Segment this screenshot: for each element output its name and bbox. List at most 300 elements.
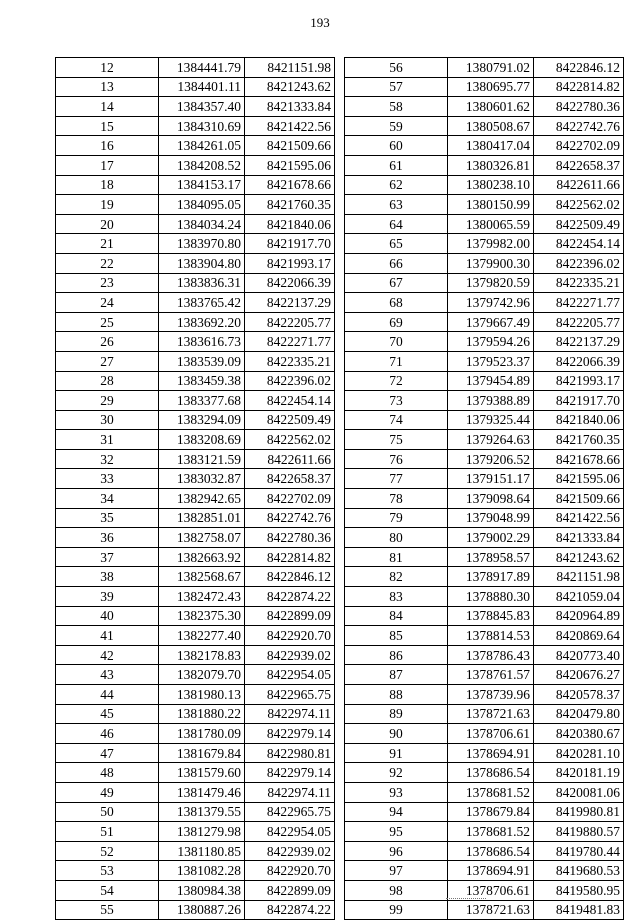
x-coordinate-cell: 1382851.01 [159,508,245,528]
x-coordinate-cell: 1378721.63 [448,704,534,724]
table-row [345,332,624,352]
x-coordinate-cell: 1378814.53 [448,626,534,646]
y-coordinate-cell: 8422562.02 [534,195,624,215]
table-row [56,391,335,411]
x-coordinate-cell: 1382178.83 [159,645,245,665]
table-row [345,195,624,215]
table-row [56,293,335,313]
point-number-cell: 75 [345,430,448,450]
x-coordinate-cell: 1378686.54 [448,841,534,861]
point-number-cell: 68 [345,293,448,313]
point-number-cell: 49 [56,782,159,802]
y-coordinate-cell: 8422965.75 [245,685,335,705]
y-coordinate-cell: 8422874.22 [245,900,335,920]
point-number-cell: 64 [345,214,448,234]
y-coordinate-cell: 8419580.95 [534,880,624,900]
point-number-cell: 48 [56,763,159,783]
x-coordinate-cell: 1380984.38 [159,880,245,900]
x-coordinate-cell: 1383539.09 [159,351,245,371]
y-coordinate-cell: 8421422.56 [245,116,335,136]
table-row [56,861,335,881]
x-coordinate-cell: 1379388.89 [448,391,534,411]
point-number-cell: 65 [345,234,448,254]
table-row [345,97,624,117]
x-coordinate-cell: 1383765.42 [159,293,245,313]
table-row [345,587,624,607]
x-coordinate-cell: 1378686.54 [448,763,534,783]
table-row [56,606,335,626]
y-coordinate-cell: 8422742.76 [534,116,624,136]
point-number-cell: 19 [56,195,159,215]
x-coordinate-cell: 1382568.67 [159,567,245,587]
point-number-cell: 66 [345,253,448,273]
x-coordinate-cell: 1383121.59 [159,449,245,469]
point-number-cell: 57 [345,77,448,97]
table-row [345,351,624,371]
table-row [56,528,335,548]
x-coordinate-cell: 1378706.61 [448,724,534,744]
y-coordinate-cell: 8422965.75 [245,802,335,822]
table-row [56,665,335,685]
point-number-cell: 63 [345,195,448,215]
table-row [345,724,624,744]
table-row [345,312,624,332]
y-coordinate-cell: 8419980.81 [534,802,624,822]
point-number-cell: 31 [56,430,159,450]
y-coordinate-cell: 8422920.70 [245,861,335,881]
point-number-cell: 78 [345,489,448,509]
point-number-cell: 24 [56,293,159,313]
y-coordinate-cell: 8422066.39 [534,351,624,371]
point-number-cell: 84 [345,606,448,626]
x-coordinate-cell: 1382375.30 [159,606,245,626]
point-number-cell: 45 [56,704,159,724]
table-row [56,704,335,724]
point-number-cell: 29 [56,391,159,411]
table-row [56,351,335,371]
x-coordinate-cell: 1378694.91 [448,743,534,763]
table-row [345,802,624,822]
y-coordinate-cell: 8422658.37 [245,469,335,489]
x-coordinate-cell: 1379667.49 [448,312,534,332]
point-number-cell: 25 [56,312,159,332]
x-coordinate-cell: 1381679.84 [159,743,245,763]
x-coordinate-cell: 1380065.59 [448,214,534,234]
x-coordinate-cell: 1379900.30 [448,253,534,273]
point-number-cell: 79 [345,508,448,528]
table-row [56,763,335,783]
coordinates-table-left [55,57,335,920]
table-row [56,802,335,822]
table-row [56,449,335,469]
table-row [345,489,624,509]
table-row [56,900,335,920]
y-coordinate-cell: 8421917.70 [245,234,335,254]
y-coordinate-cell: 8422939.02 [245,645,335,665]
y-coordinate-cell: 8422954.05 [245,822,335,842]
point-number-cell: 46 [56,724,159,744]
y-coordinate-cell: 8422702.09 [534,136,624,156]
y-coordinate-cell: 8421059.04 [534,587,624,607]
x-coordinate-cell: 1383459.38 [159,371,245,391]
x-coordinate-cell: 1384441.79 [159,58,245,78]
table-row [345,567,624,587]
x-coordinate-cell: 1382942.65 [159,489,245,509]
y-coordinate-cell: 8422846.12 [245,567,335,587]
x-coordinate-cell: 1382758.07 [159,528,245,548]
x-coordinate-cell: 1384310.69 [159,116,245,136]
x-coordinate-cell: 1381082.28 [159,861,245,881]
x-coordinate-cell: 1381980.13 [159,685,245,705]
table-row [56,136,335,156]
x-coordinate-cell: 1378958.57 [448,547,534,567]
y-coordinate-cell: 8422271.77 [534,293,624,313]
x-coordinate-cell: 1384153.17 [159,175,245,195]
y-coordinate-cell: 8422702.09 [245,489,335,509]
point-number-cell: 90 [345,724,448,744]
table-row [345,449,624,469]
x-coordinate-cell: 1378694.91 [448,861,534,881]
point-number-cell: 27 [56,351,159,371]
y-coordinate-cell: 8421840.06 [245,214,335,234]
x-coordinate-cell: 1383616.73 [159,332,245,352]
point-number-cell: 52 [56,841,159,861]
table-row [345,469,624,489]
table-row [345,685,624,705]
point-number-cell: 51 [56,822,159,842]
y-coordinate-cell: 8421422.56 [534,508,624,528]
y-coordinate-cell: 8421678.66 [534,449,624,469]
y-coordinate-cell: 8422271.77 [245,332,335,352]
point-number-cell: 30 [56,410,159,430]
table-row [345,273,624,293]
point-number-cell: 56 [345,58,448,78]
y-coordinate-cell: 8422899.09 [245,606,335,626]
table-row [345,214,624,234]
y-coordinate-cell: 8422814.82 [245,547,335,567]
table-row [345,175,624,195]
point-number-cell: 40 [56,606,159,626]
table-row [56,782,335,802]
x-coordinate-cell: 1380887.26 [159,900,245,920]
point-number-cell: 81 [345,547,448,567]
table-row [345,410,624,430]
table-row [345,704,624,724]
y-coordinate-cell: 8422454.14 [245,391,335,411]
y-coordinate-cell: 8421595.06 [534,469,624,489]
table-row [345,822,624,842]
x-coordinate-cell: 1380238.10 [448,175,534,195]
table-row [345,763,624,783]
x-coordinate-cell: 1379264.63 [448,430,534,450]
x-coordinate-cell: 1384034.24 [159,214,245,234]
x-coordinate-cell: 1378681.52 [448,782,534,802]
table-row [345,136,624,156]
table-row [345,430,624,450]
table-row [56,195,335,215]
point-number-cell: 83 [345,587,448,607]
x-coordinate-cell: 1379002.29 [448,528,534,548]
point-number-cell: 98 [345,880,448,900]
table-row [56,685,335,705]
point-number-cell: 38 [56,567,159,587]
page-number: 193 [310,15,330,30]
x-coordinate-cell: 1379098.64 [448,489,534,509]
x-coordinate-cell: 1383836.31 [159,273,245,293]
table-row [345,508,624,528]
y-coordinate-cell: 8422509.49 [245,410,335,430]
table-row [56,155,335,175]
table-body-right [345,58,624,920]
y-coordinate-cell: 8422335.21 [534,273,624,293]
y-coordinate-cell: 8422454.14 [534,234,624,254]
table-row [345,234,624,254]
x-coordinate-cell: 1378786.43 [448,645,534,665]
table-row [56,841,335,861]
x-coordinate-cell: 1382277.40 [159,626,245,646]
point-number-cell: 22 [56,253,159,273]
table-row [345,253,624,273]
point-number-cell: 14 [56,97,159,117]
x-coordinate-cell: 1378761.57 [448,665,534,685]
table-row [345,626,624,646]
point-number-cell: 12 [56,58,159,78]
y-coordinate-cell: 8422814.82 [534,77,624,97]
x-coordinate-cell: 1381780.09 [159,724,245,744]
y-coordinate-cell: 8419780.44 [534,841,624,861]
y-coordinate-cell: 8420081.06 [534,782,624,802]
x-coordinate-cell: 1381180.85 [159,841,245,861]
table-row [56,547,335,567]
y-coordinate-cell: 8420964.89 [534,606,624,626]
table-row [56,312,335,332]
x-coordinate-cell: 1383692.20 [159,312,245,332]
y-coordinate-cell: 8422611.66 [245,449,335,469]
table-row [345,77,624,97]
x-coordinate-cell: 1383377.68 [159,391,245,411]
table-row [56,371,335,391]
y-coordinate-cell: 8420380.67 [534,724,624,744]
point-number-cell: 80 [345,528,448,548]
table-row [56,410,335,430]
table-row [345,116,624,136]
y-coordinate-cell: 8422137.29 [534,332,624,352]
point-number-cell: 50 [56,802,159,822]
x-coordinate-cell: 1379454.89 [448,371,534,391]
point-number-cell: 96 [345,841,448,861]
x-coordinate-cell: 1380150.99 [448,195,534,215]
y-coordinate-cell: 8422979.14 [245,763,335,783]
y-coordinate-cell: 8421509.66 [534,489,624,509]
x-coordinate-cell: 1380601.62 [448,97,534,117]
point-number-cell: 95 [345,822,448,842]
y-coordinate-cell: 8422658.37 [534,155,624,175]
x-coordinate-cell: 1380417.04 [448,136,534,156]
table-row [345,841,624,861]
table-row [56,880,335,900]
y-coordinate-cell: 8421993.17 [245,253,335,273]
point-number-cell: 32 [56,449,159,469]
y-coordinate-cell: 8420479.80 [534,704,624,724]
point-number-cell: 88 [345,685,448,705]
point-number-cell: 82 [345,567,448,587]
table-row [345,58,624,78]
point-number-cell: 99 [345,900,448,920]
table-row [345,528,624,548]
x-coordinate-cell: 1384208.52 [159,155,245,175]
x-coordinate-cell: 1381379.55 [159,802,245,822]
table-row [56,469,335,489]
table-row [56,332,335,352]
point-number-cell: 20 [56,214,159,234]
y-coordinate-cell: 8422742.76 [245,508,335,528]
point-number-cell: 47 [56,743,159,763]
y-coordinate-cell: 8422980.81 [245,743,335,763]
point-number-cell: 35 [56,508,159,528]
table-row [345,155,624,175]
y-coordinate-cell: 8420773.40 [534,645,624,665]
y-coordinate-cell: 8422979.14 [245,724,335,744]
x-coordinate-cell: 1380791.02 [448,58,534,78]
y-coordinate-cell: 8422780.36 [534,97,624,117]
x-coordinate-cell: 1379742.96 [448,293,534,313]
table-row [56,724,335,744]
y-coordinate-cell: 8422066.39 [245,273,335,293]
x-coordinate-cell: 1384357.40 [159,97,245,117]
x-coordinate-cell: 1379151.17 [448,469,534,489]
point-number-cell: 44 [56,685,159,705]
y-coordinate-cell: 8422611.66 [534,175,624,195]
point-number-cell: 41 [56,626,159,646]
y-coordinate-cell: 8422974.11 [245,782,335,802]
table-row [56,58,335,78]
x-coordinate-cell: 1384401.11 [159,77,245,97]
y-coordinate-cell: 8422780.36 [245,528,335,548]
point-number-cell: 42 [56,645,159,665]
x-coordinate-cell: 1381479.46 [159,782,245,802]
y-coordinate-cell: 8422939.02 [245,841,335,861]
point-number-cell: 26 [56,332,159,352]
table-row [56,822,335,842]
x-coordinate-cell: 1383208.69 [159,430,245,450]
y-coordinate-cell: 8422396.02 [245,371,335,391]
point-number-cell: 94 [345,802,448,822]
point-number-cell: 39 [56,587,159,607]
point-number-cell: 54 [56,880,159,900]
y-coordinate-cell: 8421151.98 [245,58,335,78]
x-coordinate-cell: 1379206.52 [448,449,534,469]
point-number-cell: 28 [56,371,159,391]
x-coordinate-cell: 1382663.92 [159,547,245,567]
y-coordinate-cell: 8421760.35 [534,430,624,450]
y-coordinate-cell: 8422920.70 [245,626,335,646]
table-row [56,253,335,273]
point-number-cell: 62 [345,175,448,195]
point-number-cell: 87 [345,665,448,685]
coordinates-table-right [344,57,624,920]
point-number-cell: 86 [345,645,448,665]
table-row [345,782,624,802]
point-number-cell: 89 [345,704,448,724]
point-number-cell: 85 [345,626,448,646]
point-number-cell: 55 [56,900,159,920]
x-coordinate-cell: 1378739.96 [448,685,534,705]
x-coordinate-cell: 1384261.05 [159,136,245,156]
y-coordinate-cell: 8420181.19 [534,763,624,783]
point-number-cell: 18 [56,175,159,195]
point-number-cell: 16 [56,136,159,156]
y-coordinate-cell: 8421760.35 [245,195,335,215]
x-coordinate-cell: 1378706.61 [448,880,534,900]
point-number-cell: 76 [345,449,448,469]
point-number-cell: 36 [56,528,159,548]
point-number-cell: 53 [56,861,159,881]
table-row [56,97,335,117]
x-coordinate-cell: 1378679.84 [448,802,534,822]
y-coordinate-cell: 8421243.62 [245,77,335,97]
table-row [56,508,335,528]
table-row [56,214,335,234]
table-row [345,861,624,881]
point-number-cell: 43 [56,665,159,685]
x-coordinate-cell: 1379048.99 [448,508,534,528]
point-number-cell: 60 [345,136,448,156]
x-coordinate-cell: 1383970.80 [159,234,245,254]
x-coordinate-cell: 1378845.83 [448,606,534,626]
point-number-cell: 33 [56,469,159,489]
table-row [56,430,335,450]
y-coordinate-cell: 8422974.11 [245,704,335,724]
table-row [345,645,624,665]
y-coordinate-cell: 8420676.27 [534,665,624,685]
point-number-cell: 69 [345,312,448,332]
y-coordinate-cell: 8421917.70 [534,391,624,411]
y-coordinate-cell: 8422846.12 [534,58,624,78]
x-coordinate-cell: 1378880.30 [448,587,534,607]
table-row [56,77,335,97]
x-coordinate-cell: 1379523.37 [448,351,534,371]
point-number-cell: 70 [345,332,448,352]
table-row [345,293,624,313]
point-number-cell: 37 [56,547,159,567]
table-row [345,547,624,567]
point-number-cell: 61 [345,155,448,175]
table-row [345,665,624,685]
y-coordinate-cell: 8419680.53 [534,861,624,881]
point-number-cell: 13 [56,77,159,97]
y-coordinate-cell: 8422509.49 [534,214,624,234]
y-coordinate-cell: 8421333.84 [534,528,624,548]
point-number-cell: 15 [56,116,159,136]
point-number-cell: 72 [345,371,448,391]
x-coordinate-cell: 1379325.44 [448,410,534,430]
x-coordinate-cell: 1383032.87 [159,469,245,489]
y-coordinate-cell: 8421243.62 [534,547,624,567]
y-coordinate-cell: 8422562.02 [245,430,335,450]
point-number-cell: 93 [345,782,448,802]
table-row [345,391,624,411]
table-body-left [56,58,335,920]
y-coordinate-cell: 8419880.57 [534,822,624,842]
table-row [56,489,335,509]
footer-dotted-mark [446,898,486,901]
y-coordinate-cell: 8421840.06 [534,410,624,430]
x-coordinate-cell: 1383904.80 [159,253,245,273]
table-row [56,567,335,587]
table-row [56,743,335,763]
y-coordinate-cell: 8422396.02 [534,253,624,273]
x-coordinate-cell: 1378681.52 [448,822,534,842]
